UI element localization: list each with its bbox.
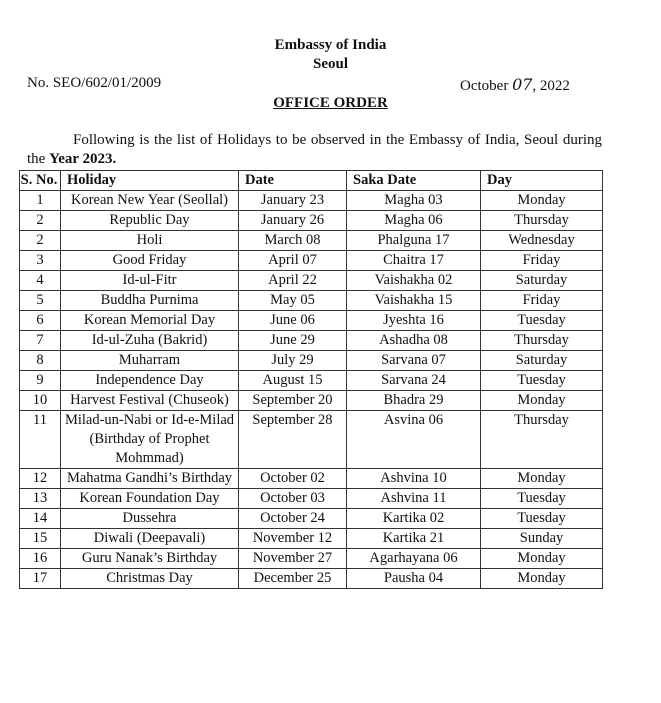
cell-day: Monday	[481, 549, 603, 569]
cell-holiday: Id-ul-Zuha (Bakrid)	[61, 331, 239, 351]
cell-holiday: Diwali (Deepavali)	[61, 529, 239, 549]
table-row	[20, 529, 603, 549]
table-row	[20, 489, 603, 509]
cell-day: Wednesday	[481, 231, 603, 251]
cell-sno: 16	[20, 549, 61, 569]
cell-date: November 27	[239, 549, 347, 569]
cell-saka-date: Vaishakha 15	[347, 291, 481, 311]
table-row	[20, 331, 603, 351]
cell-day: Thursday	[481, 331, 603, 351]
cell-date: January 26	[239, 211, 347, 231]
table-row	[20, 351, 603, 371]
table-row	[20, 271, 603, 291]
table-row	[20, 549, 603, 569]
cell-date: September 28	[239, 411, 347, 469]
date-handwritten-day: 07	[512, 75, 533, 94]
col-header-date: Date	[239, 171, 347, 191]
table-row	[20, 391, 603, 411]
cell-sno: 12	[20, 469, 61, 489]
cell-day: Sunday	[481, 529, 603, 549]
table-row	[20, 191, 603, 211]
cell-saka-date: Kartika 21	[347, 529, 481, 549]
cell-sno: 13	[20, 489, 61, 509]
cell-sno: 11	[20, 411, 61, 469]
col-header-holiday: Holiday	[61, 171, 239, 191]
intro-paragraph	[27, 131, 602, 169]
cell-date: June 06	[239, 311, 347, 331]
cell-saka-date: Sarvana 24	[347, 371, 481, 391]
cell-sno: 8	[20, 351, 61, 371]
cell-date: April 22	[239, 271, 347, 291]
table-row	[20, 371, 603, 391]
cell-holiday: Harvest Festival (Chuseok)	[61, 391, 239, 411]
cell-day: Monday	[481, 569, 603, 589]
cell-holiday: Buddha Purnima	[61, 291, 239, 311]
cell-saka-date: Asvina 06	[347, 411, 481, 469]
cell-date: April 07	[239, 251, 347, 271]
cell-holiday: Republic Day	[61, 211, 239, 231]
order-date	[460, 75, 570, 95]
cell-day: Thursday	[481, 411, 603, 469]
table-row	[20, 211, 603, 231]
col-header-saka-date: Saka Date	[347, 171, 481, 191]
cell-holiday: Korean New Year (Seollal)	[61, 191, 239, 211]
cell-day: Tuesday	[481, 509, 603, 529]
cell-holiday: Christmas Day	[61, 569, 239, 589]
cell-date: November 12	[239, 529, 347, 549]
cell-day: Monday	[481, 191, 603, 211]
table-header-row	[20, 171, 603, 191]
cell-saka-date: Pausha 04	[347, 569, 481, 589]
cell-date: January 23	[239, 191, 347, 211]
col-header-sno: S. No.	[20, 171, 61, 191]
intro-text: Following is the list of Holidays to be observed in the Embassy of India, Seoul during the	[27, 132, 602, 167]
intro-year: Year 2023.	[49, 151, 117, 167]
table-row	[20, 569, 603, 589]
cell-date: March 08	[239, 231, 347, 251]
cell-day: Monday	[481, 391, 603, 411]
table-row	[20, 231, 603, 251]
reference-number: No. SEO/602/01/2009	[27, 75, 162, 91]
table-row	[20, 509, 603, 529]
cell-holiday: Id-ul-Fitr	[61, 271, 239, 291]
col-header-day: Day	[481, 171, 603, 191]
cell-saka-date: Jyeshta 16	[347, 311, 481, 331]
cell-holiday: Good Friday	[61, 251, 239, 271]
cell-saka-date: Chaitra 17	[347, 251, 481, 271]
cell-day: Thursday	[481, 211, 603, 231]
cell-day: Saturday	[481, 351, 603, 371]
cell-date: May 05	[239, 291, 347, 311]
cell-sno: 6	[20, 311, 61, 331]
cell-saka-date: Ashvina 10	[347, 469, 481, 489]
cell-day: Saturday	[481, 271, 603, 291]
cell-saka-date: Agarhayana 06	[347, 549, 481, 569]
cell-date: August 15	[239, 371, 347, 391]
cell-sno: 5	[20, 291, 61, 311]
cell-holiday: Muharram	[61, 351, 239, 371]
cell-holiday: Milad-un-Nabi or Id-e-Milad (Birthday of Prophet Mohmmad)	[61, 411, 239, 469]
cell-saka-date: Magha 06	[347, 211, 481, 231]
cell-day: Monday	[481, 469, 603, 489]
order-title: OFFICE ORDER	[273, 95, 388, 111]
cell-date: September 20	[239, 391, 347, 411]
cell-day: Tuesday	[481, 371, 603, 391]
table-row	[20, 469, 603, 489]
cell-sno: 10	[20, 391, 61, 411]
cell-date: December 25	[239, 569, 347, 589]
cell-sno: 9	[20, 371, 61, 391]
cell-sno: 15	[20, 529, 61, 549]
cell-day: Friday	[481, 251, 603, 271]
table-row	[20, 291, 603, 311]
cell-day: Tuesday	[481, 311, 603, 331]
date-year: , 2022	[532, 78, 570, 94]
table-row	[20, 411, 603, 469]
cell-holiday: Dussehra	[61, 509, 239, 529]
holiday-table	[19, 170, 603, 589]
cell-sno: 3	[20, 251, 61, 271]
cell-sno: 2	[20, 211, 61, 231]
cell-sno: 4	[20, 271, 61, 291]
city-name: Seoul	[312, 56, 348, 72]
cell-date: July 29	[239, 351, 347, 371]
cell-date: October 03	[239, 489, 347, 509]
cell-date: October 02	[239, 469, 347, 489]
cell-date: June 29	[239, 331, 347, 351]
cell-saka-date: Ashvina 11	[347, 489, 481, 509]
cell-day: Friday	[481, 291, 603, 311]
cell-holiday: Holi	[61, 231, 239, 251]
cell-day: Tuesday	[481, 489, 603, 509]
cell-holiday: Guru Nanak’s Birthday	[61, 549, 239, 569]
cell-saka-date: Phalguna 17	[347, 231, 481, 251]
cell-sno: 14	[20, 509, 61, 529]
cell-saka-date: Vaishakha 02	[347, 271, 481, 291]
organisation-name: Embassy of India	[274, 37, 387, 53]
cell-holiday: Korean Foundation Day	[61, 489, 239, 509]
cell-saka-date: Magha 03	[347, 191, 481, 211]
cell-saka-date: Kartika 02	[347, 509, 481, 529]
cell-sno: 1	[20, 191, 61, 211]
cell-holiday: Independence Day	[61, 371, 239, 391]
cell-holiday: Korean Memorial Day	[61, 311, 239, 331]
cell-sno: 7	[20, 331, 61, 351]
cell-holiday: Mahatma Gandhi’s Birthday	[61, 469, 239, 489]
cell-date: October 24	[239, 509, 347, 529]
cell-sno: 2	[20, 231, 61, 251]
cell-saka-date: Bhadra 29	[347, 391, 481, 411]
table-row	[20, 311, 603, 331]
cell-saka-date: Ashadha 08	[347, 331, 481, 351]
table-row	[20, 251, 603, 271]
date-month: October	[460, 78, 509, 94]
cell-saka-date: Sarvana 07	[347, 351, 481, 371]
cell-sno: 17	[20, 569, 61, 589]
